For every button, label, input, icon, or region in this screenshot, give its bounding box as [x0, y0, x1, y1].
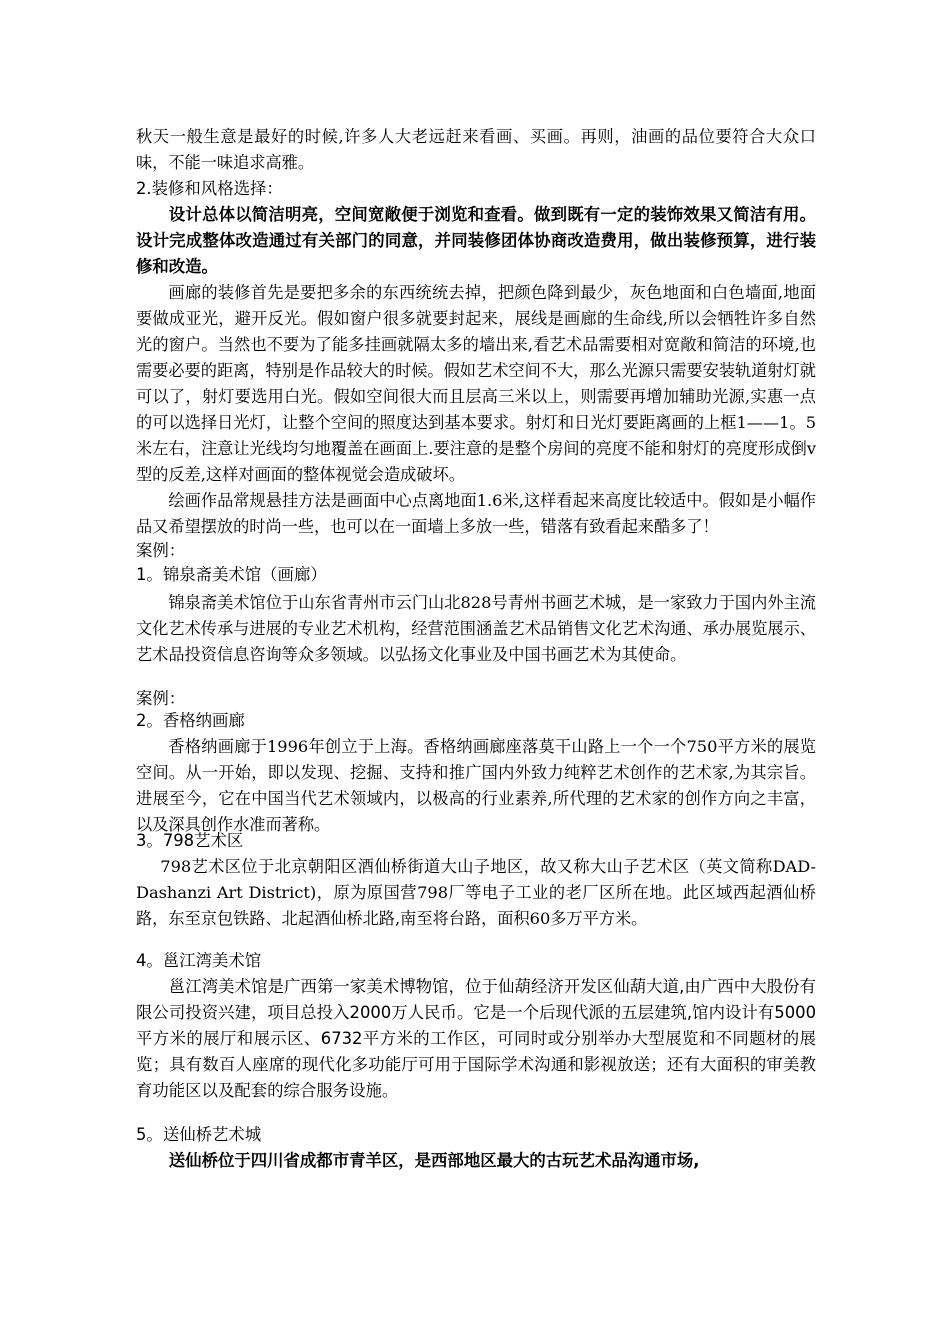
case-label: 案例： [136, 541, 186, 560]
case-heading-5: 5。送仙桥艺术城 [136, 1125, 262, 1144]
case-heading-4: 4。邕江湾美术馆 [136, 951, 262, 970]
paragraph-intro: 秋天一般生意是最好的时候,许多人大老远赶来看画、买画。再则，油画的品位要符合大众口味，不能一味追求高雅。 [136, 127, 816, 172]
paragraph-case-4: 邕江湾美术馆是广西第一家美术博物馆，位于仙葫经济开发区仙葫大道,由广西中大股份有限公司投资兴建，项目总投入2000万人民币。它是一个后现代派的五层建筑,馆内设计有5000平方米的展厅和展示区、6732平方米的工作区，可同时或分别举办大型展览和不同题材的展览；具有数百人座席的现代化多功能厅可用于国际学术沟通和影视放送；还有大面积的审美教育功能区以及配套的综合服务设施。 [136, 977, 816, 1100]
paragraph-design: 设计总体以简洁明亮，空间宽敞便于浏览和查看。做到既有一定的装饰效果又简洁有用。设计完成整体改造通过有关部门的同意，并同装修团体协商改造费用，做出装修预算，进行装修和改造。 [136, 205, 816, 276]
case-heading-3: 3。798艺术区 [136, 831, 244, 850]
document-page [136, 124, 816, 1174]
section-heading-decoration: 2.装修和风格选择： [136, 179, 283, 198]
paragraph-hanging: 绘画作品常规悬挂方法是画面中心点离地面1.6米,这样看起来高度比较适中。假如是小幅作品又希望摆放的时尚一些，也可以在一面墙上多放一些，错落有致看起来酷多了！ [136, 491, 816, 536]
case-heading-2: 2。香格纳画廊 [136, 711, 245, 730]
case-heading-1: 1。锦泉斋美术馆（画廊） [136, 565, 327, 584]
paragraph-case-2: 香格纳画廊于1996年创立于上海。香格纳画廊座落莫干山路上一个一个750平方米的展览空间。从一开始，即以发现、挖掘、支持和推广国内外致力纯粹艺术创作的艺术家,为其宗旨。进展至今，它在中国当代艺术领域内，以极高的行业素养,所代理的艺术家的创作方向之丰富，以及深具创作水准而著称。 [136, 737, 816, 834]
paragraph-case-3: 798艺术区位于北京朝阳区酒仙桥街道大山子地区，故又称大山子艺术区（英文简称DAD-Dashanzi Art District)，原为原国营798厂等电子工业的老厂区所在地。此区域西起酒仙桥路，东至京包铁路、北起酒仙桥北路,南至将台路，面积60多万平方米。 [136, 857, 816, 928]
paragraph-gallery-decoration: 画廊的装修首先是要把多余的东西统统去掉，把颜色降到最少，灰色地面和白色墙面,地面要做成亚光，避开反光。假如窗户很多就要封起来，展线是画廊的生命线,所以会牺牲许多自然光的窗户。当然也不要为了能多挂画就隔太多的墙出来,看艺术品需要相对宽敞和简洁的环境,也需要必要的距离，特别是作品较大的时候。假如艺术空间不大，那么光源只需要安装轨道射灯就可以了，射灯要选用白光。假如空间很大而且层高三米以上，则需要再增加辅助光源,实惠一点的可以选择日光灯，让整个空间的照度达到基本要求。射灯和日光灯要距离画的上框1——1。5米左右，注意让光线均匀地覆盖在画面上.要注意的是整个房间的亮度不能和射灯的亮度形成倒v型的反差,这样对画面的整体视觉会造成破坏。 [136, 283, 816, 484]
paragraph-case-1: 锦泉斋美术馆位于山东省青州市云门山北828号青州书画艺术城，是一家致力于国内外主流文化艺术传承与进展的专业艺术机构，经营范围涵盖艺术品销售文化艺术沟通、承办展览展示、艺术品投资信息咨询等众多领域。以弘扬文化事业及中国书画艺术为其使命。 [136, 593, 816, 664]
paragraph-case-5: 送仙桥位于四川省成都市青羊区，是西部地区最大的古玩艺术品沟通市场, [168, 1151, 700, 1170]
case-label: 案例： [136, 689, 186, 708]
